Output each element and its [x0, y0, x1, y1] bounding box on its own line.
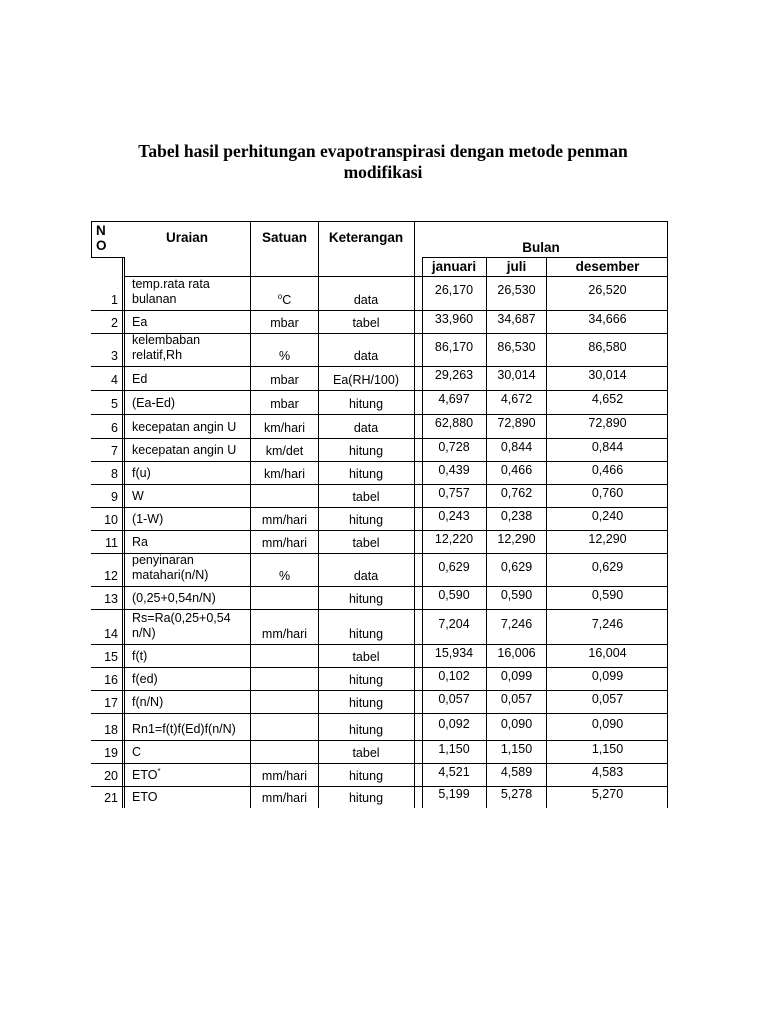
row-uraian — [132, 372, 250, 387]
satuan-text: km/hari — [264, 421, 305, 435]
row-satuan — [251, 444, 318, 459]
row-value: 86,170 — [434, 340, 474, 354]
row-keterangan: tabel — [352, 746, 380, 760]
row-keterangan: hitung — [348, 627, 384, 641]
header-bulan: Bulan — [522, 240, 560, 255]
table-title — [100, 141, 666, 183]
row-value: 1,150 — [438, 742, 470, 756]
border-header-months-top — [422, 257, 668, 258]
row-value: 30,014 — [588, 368, 627, 382]
row-value: 0,844 — [500, 440, 533, 454]
row-uraian — [132, 535, 250, 550]
row-value: 0,629 — [500, 560, 533, 574]
uraian-line: Rs=Ra(0,25+0,54 — [132, 611, 231, 625]
row-value: 0,099 — [591, 669, 624, 683]
row-value: 0,629 — [591, 560, 624, 574]
row-uraian — [132, 420, 250, 435]
row-value: 72,890 — [497, 416, 536, 430]
row-border — [91, 507, 668, 508]
row-value: 30,014 — [497, 368, 536, 382]
row-keterangan: hitung — [348, 513, 384, 527]
row-value: 0,092 — [438, 717, 470, 731]
row-satuan — [251, 421, 318, 436]
header-month-januari: januari — [431, 259, 477, 274]
header-month-juli: juli — [506, 259, 527, 274]
uraian-line: matahari(n/N) — [132, 568, 209, 582]
uraian-line: C — [132, 745, 142, 759]
satuan-text: mm/hari — [261, 769, 308, 783]
row-keterangan: hitung — [348, 723, 384, 737]
row-keterangan: data — [353, 569, 379, 583]
uraian-line: f(u) — [132, 466, 151, 480]
row-number: 13 — [104, 592, 118, 606]
row-number: 7 — [111, 444, 118, 458]
row-uraian — [132, 277, 250, 307]
uraian-line: penyinaran — [132, 553, 194, 567]
border-januari — [422, 257, 423, 808]
row-number: 9 — [111, 490, 118, 504]
satuan-text: % — [278, 349, 291, 363]
row-value: 16,004 — [588, 646, 627, 660]
row-value: 0,090 — [591, 717, 624, 731]
row-number: 2 — [111, 316, 118, 330]
row-value: 29,263 — [434, 368, 474, 382]
row-value: 4,583 — [591, 765, 624, 779]
row-keterangan: hitung — [348, 696, 384, 710]
border-top — [91, 221, 668, 222]
row-satuan — [251, 467, 318, 482]
border-uraian — [124, 257, 125, 808]
row-value: 16,006 — [497, 646, 536, 660]
row-number: 15 — [104, 650, 118, 664]
row-border — [91, 310, 668, 311]
row-number: 4 — [111, 373, 118, 387]
row-value: 7,246 — [591, 617, 624, 631]
row-value: 0,629 — [438, 560, 470, 574]
row-value: 4,589 — [500, 765, 533, 779]
row-number: 19 — [104, 746, 118, 760]
row-uraian — [132, 695, 250, 710]
row-keterangan: hitung — [348, 444, 384, 458]
row-keterangan: hitung — [348, 592, 384, 606]
uraian-line: W — [132, 489, 144, 503]
satuan-text: mm/hari — [261, 791, 308, 805]
satuan-text: mm/hari — [261, 513, 308, 527]
row-value: 4,521 — [438, 765, 470, 779]
row-value: 0,590 — [591, 588, 624, 602]
row-satuan — [251, 316, 318, 331]
row-value: 0,240 — [591, 509, 624, 523]
uraian-line: (1-W) — [132, 512, 164, 526]
uraian-line: kecepatan angin U — [132, 443, 237, 457]
row-number: 12 — [104, 569, 118, 583]
row-value: 0,757 — [438, 486, 470, 500]
row-value: 5,270 — [591, 787, 624, 801]
row-border — [91, 390, 668, 391]
row-border — [91, 667, 668, 668]
row-uraian — [132, 315, 250, 330]
row-value: 0,466 — [591, 463, 624, 477]
border-juli — [486, 257, 487, 808]
row-value: 5,278 — [500, 787, 533, 801]
row-number: 10 — [104, 513, 118, 527]
row-uraian — [132, 790, 250, 805]
row-uraian — [132, 443, 250, 458]
row-value: 34,666 — [588, 312, 627, 326]
row-value: 62,880 — [434, 416, 474, 430]
border-bulan — [414, 221, 415, 808]
row-satuan — [251, 536, 318, 551]
border-right-header — [667, 221, 668, 277]
border-desember — [546, 257, 547, 808]
row-number: 1 — [111, 293, 118, 307]
row-border — [91, 414, 668, 415]
row-uraian — [132, 611, 250, 641]
row-value: 0,102 — [438, 669, 470, 683]
row-value: 0,099 — [500, 669, 533, 683]
row-uraian — [132, 649, 250, 664]
row-satuan — [251, 373, 318, 388]
row-satuan — [251, 569, 318, 584]
satuan-text: mm/hari — [261, 627, 308, 641]
row-value: 0,238 — [500, 509, 533, 523]
row-number: 21 — [104, 791, 118, 805]
uraian-line: f(t) — [132, 649, 148, 663]
row-uraian — [132, 553, 250, 583]
satuan-text: mbar — [270, 373, 299, 387]
row-satuan — [251, 513, 318, 528]
row-value: 0,466 — [500, 463, 533, 477]
border-keterangan — [318, 221, 319, 808]
row-value: 0,762 — [500, 486, 533, 500]
uraian-line: f(ed) — [132, 672, 158, 686]
header-no — [96, 223, 118, 253]
row-satuan — [251, 349, 318, 364]
satuan-text: mbar — [270, 316, 299, 330]
row-border — [91, 713, 668, 714]
row-number: 5 — [111, 397, 118, 411]
title-line-1: Tabel hasil perhitungan evapotranspirasi dengan metode penman — [138, 141, 628, 161]
row-value: 33,960 — [434, 312, 474, 326]
row-value: 0,590 — [438, 588, 470, 602]
header-no-line-1: N — [96, 223, 106, 238]
uraian-line: Ea — [132, 315, 148, 329]
row-value: 7,246 — [500, 617, 533, 631]
satuan-text: % — [278, 569, 291, 583]
row-value: 0,057 — [438, 692, 470, 706]
row-border — [91, 530, 668, 531]
row-value: 5,199 — [438, 787, 470, 801]
row-uraian — [132, 768, 250, 783]
row-value: 86,580 — [588, 340, 627, 354]
row-number: 11 — [105, 536, 118, 550]
row-border — [91, 690, 668, 691]
row-value: 12,220 — [434, 532, 474, 546]
border-header-no — [91, 257, 124, 258]
row-satuan — [251, 627, 318, 642]
uraian-line: Rn1=f(t)f(Ed)f(n/N) — [132, 722, 236, 736]
border-satuan — [250, 221, 251, 808]
row-value: 26,520 — [588, 283, 627, 297]
row-uraian — [132, 591, 250, 606]
row-uraian — [132, 722, 250, 737]
row-number: 16 — [104, 673, 118, 687]
row-value: 72,890 — [588, 416, 627, 430]
row-value: 0,439 — [438, 463, 470, 477]
row-satuan — [251, 791, 318, 806]
row-number: 6 — [111, 421, 118, 435]
border-no — [122, 257, 123, 808]
uraian-text: ETO — [132, 768, 158, 782]
row-value: 0,728 — [438, 440, 470, 454]
uraian-superscript: * — [157, 766, 161, 776]
row-value: 15,934 — [434, 646, 474, 660]
row-value: 0,844 — [591, 440, 624, 454]
row-value: 12,290 — [588, 532, 627, 546]
row-value: 86,530 — [497, 340, 536, 354]
row-uraian — [132, 333, 250, 363]
uraian-line: temp.rata rata — [132, 277, 210, 291]
row-number: 14 — [104, 627, 118, 641]
row-keterangan: hitung — [348, 467, 384, 481]
satuan-superscript: o — [277, 291, 283, 301]
uraian-line: (Ea-Ed) — [132, 396, 176, 410]
row-keterangan: data — [353, 349, 379, 363]
header-no-line-2: O — [96, 238, 107, 253]
row-keterangan: data — [353, 293, 379, 307]
uraian-line: kelembaban — [132, 333, 201, 347]
uraian-line: bulanan — [132, 292, 177, 306]
row-keterangan: tabel — [352, 536, 380, 550]
row-value: 0,243 — [438, 509, 470, 523]
satuan-text: mm/hari — [261, 536, 308, 550]
row-uraian — [132, 745, 250, 760]
header-month-desember: desember — [575, 259, 640, 274]
uraian-line: (0,25+0,54n/N) — [132, 591, 216, 605]
row-value: 0,590 — [500, 588, 533, 602]
row-value: 0,057 — [591, 692, 624, 706]
row-satuan — [251, 397, 318, 412]
border-left-header — [91, 221, 92, 257]
uraian-line-wrap — [132, 768, 250, 783]
row-value: 4,672 — [500, 392, 533, 406]
row-value: 26,170 — [434, 283, 474, 297]
row-value: 0,057 — [500, 692, 533, 706]
uraian-line: Ed — [132, 372, 148, 386]
row-number: 17 — [104, 696, 118, 710]
satuan-text: km/hari — [264, 467, 305, 481]
uraian-line: kecepatan angin U — [132, 420, 237, 434]
row-uraian — [132, 512, 250, 527]
title-line-2: modifikasi — [343, 162, 423, 182]
header-keterangan: Keterangan — [328, 230, 404, 245]
uraian-line: f(n/N) — [132, 695, 164, 709]
row-border — [91, 763, 668, 764]
row-number: 3 — [111, 349, 118, 363]
row-keterangan: tabel — [352, 316, 380, 330]
row-uraian — [132, 672, 250, 687]
row-border — [91, 461, 668, 462]
row-value: 0,090 — [500, 717, 533, 731]
uraian-line: Ra — [132, 535, 148, 549]
row-uraian — [132, 489, 250, 504]
row-number: 8 — [111, 467, 118, 481]
header-uraian: Uraian — [165, 230, 209, 245]
row-keterangan: hitung — [348, 791, 384, 805]
row-number: 20 — [104, 769, 118, 783]
row-keterangan: tabel — [352, 490, 380, 504]
row-value: 12,290 — [497, 532, 536, 546]
row-value: 4,652 — [591, 392, 624, 406]
row-border — [91, 366, 668, 367]
row-value: 34,687 — [497, 312, 536, 326]
row-value: 0,760 — [591, 486, 624, 500]
row-keterangan: hitung — [348, 673, 384, 687]
row-border — [91, 586, 668, 587]
row-keterangan: hitung — [348, 769, 384, 783]
row-satuan — [251, 769, 318, 784]
uraian-line: relatif,Rh — [132, 348, 183, 362]
row-satuan — [251, 293, 318, 308]
header-satuan: Satuan — [261, 230, 307, 245]
row-value: 1,150 — [591, 742, 624, 756]
row-border — [91, 644, 668, 645]
row-border — [91, 484, 668, 485]
row-keterangan: Ea(RH/100) — [333, 373, 399, 387]
row-keterangan: tabel — [352, 650, 380, 664]
uraian-line: ETO — [132, 790, 158, 804]
row-value: 1,150 — [500, 742, 533, 756]
row-value: 4,697 — [438, 392, 470, 406]
border-right — [667, 276, 668, 808]
row-keterangan: data — [353, 421, 379, 435]
row-keterangan: hitung — [348, 397, 384, 411]
uraian-line: n/N) — [132, 626, 156, 640]
row-value: 26,530 — [497, 283, 536, 297]
row-value: 7,204 — [438, 617, 470, 631]
row-uraian — [132, 466, 250, 481]
row-number: 18 — [104, 723, 118, 737]
satuan-text: C — [282, 293, 292, 307]
satuan-text: km/det — [265, 444, 304, 458]
row-border — [91, 438, 668, 439]
row-uraian — [132, 396, 250, 411]
satuan-text: mbar — [270, 397, 299, 411]
row-border — [91, 609, 668, 610]
row-border — [91, 740, 668, 741]
